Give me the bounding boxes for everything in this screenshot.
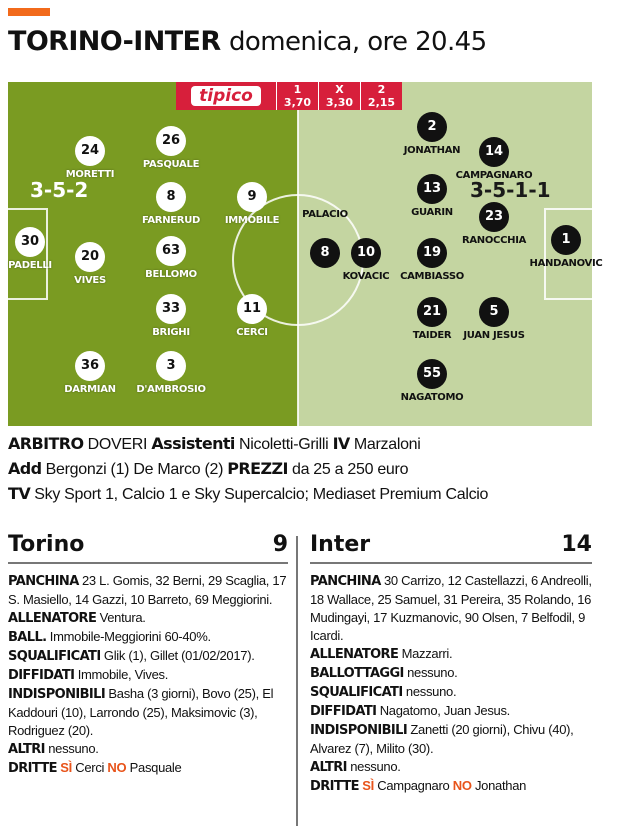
match-teams: TORINO-INTER (8, 26, 221, 57)
info-tv: TV Sky Sport 1, Calcio 1 e Sky Supercalcio; Mediaset Premium Calcio (8, 484, 489, 503)
bookmaker-logo: tipico (176, 82, 276, 110)
betting-odds (176, 82, 402, 110)
away-formation: 3-5-1-1 (470, 178, 551, 202)
home-formation: 3-5-2 (30, 178, 89, 202)
torino-column (8, 532, 288, 778)
odds-draw: X 3,30 (318, 82, 360, 110)
header-accent-bar (8, 8, 50, 16)
page-title (8, 26, 487, 66)
match-time: domenica, ore 20.45 (229, 27, 487, 57)
odds-home: 1 3,70 (276, 82, 318, 110)
torino-header: Torino 9 (8, 532, 288, 564)
inter-column (310, 532, 592, 796)
inter-notes: PANCHINA 30 Carrizo, 12 Castellazzi, 6 Andreolli, 18 Wallace, 25 Samuel, 31 Pereira, 35 Rolando, 16 Mudingayi, 17 Kuzmanovic, 90 Olsen, 7 Belfodil, 9 Icardi. ALLENATORE Mazzarri. BALLOTTAGGI nessuno. SQUALIFICATI nessuno. DIFFIDATI Nagatomo, Juan Jesus. INDISPONIBILI Zanetti (20 giorni), Chivu (40), Alvarez (7), Milito (30). ALTRI nessuno. DRITTE SÌ Campagnaro NO Jonathan (310, 573, 592, 794)
column-divider (296, 536, 298, 826)
info-prices: Add Bergonzi (1) De Marco (2) PREZZI da 25 a 250 euro (8, 459, 409, 478)
inter-header: Inter 14 (310, 532, 592, 564)
info-officials: ARBITRO DOVERI Assistenti Nicoletti-Grilli IV Marzaloni (8, 434, 421, 453)
torino-notes: PANCHINA 23 L. Gomis, 32 Berni, 29 Scaglia, 17 S. Masiello, 14 Gazzi, 10 Barreto, 69 Meggiorini. ALLENATORE Ventura. BALL. Immobile-Meggiorini 60-40%. SQUALIFICATI Glik (1), Gillet (01/02/2017). DIFFIDATI Immobile, Vives. INDISPONIBILI Basha (3 giorni), Bovo (25), El Kaddouri (10), Larrondo (25), Maksimovic (3), Rodriguez (20). ALTRI nessuno. DRITTE SÌ Cerci NO Pasquale (8, 573, 287, 776)
pitch: 3-5-2 3-5-1-1 30 PADELLI 24 MORETTI 26 PASQUALE 8 FARNERUD 9 IMMOBILE 20 VIVES 63 BELLOMO 33 BRIGHI 11 CERCI 36 DARMIAN 3 D'AMBROSIO 2 JONATHAN 14 CAMPAGNARO 13 GUARIN 23 RANOCCHIA 1 HANDANOVIC 8 PALACIO 10 KOVACIC 19 CAMBIASSO 21 TAIDER 5 JUAN JESUS 55 NAGATOMO (8, 82, 592, 426)
odds-away: 2 2,15 (360, 82, 402, 110)
